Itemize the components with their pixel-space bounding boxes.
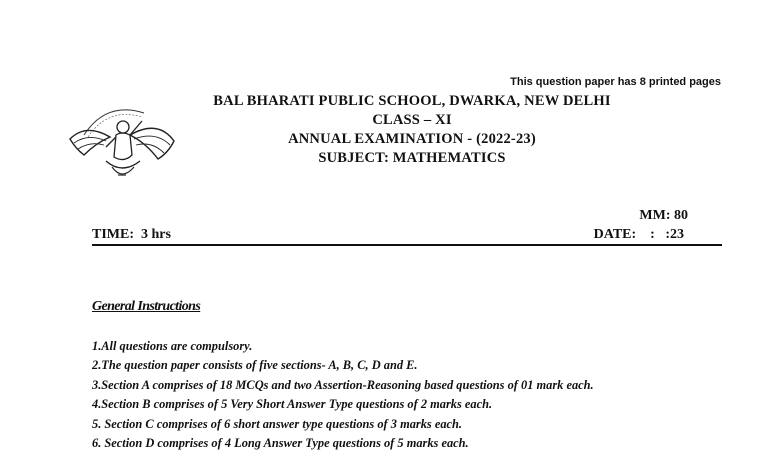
exam-time: TIME: 3 hrs <box>92 227 171 242</box>
header-divider <box>92 244 722 246</box>
exam-heading: ANNUAL EXAMINATION - (2022-23) <box>288 131 536 147</box>
instruction-item: 5. Section C comprises of 6 short answer type questions of 3 marks each. <box>92 416 463 431</box>
instruction-item: 4.Section B comprises of 5 Very Short Answer Type questions of 2 marks each. <box>92 397 493 412</box>
instruction-item: 1.All questions are compulsory. <box>92 339 253 353</box>
printed-pages-note: This question paper has 8 printed pages <box>510 76 721 88</box>
school-name: BAL BHARATI PUBLIC SCHOOL, DWARKA, NEW DELHI <box>213 93 611 109</box>
exam-date: DATE: : :23 <box>593 227 684 242</box>
instructions-title: General Instructions <box>92 299 201 314</box>
max-marks: MM: 80 <box>639 208 688 223</box>
instruction-item: 3.Section A comprises of 18 MCQs and two Assertion-Reasoning based questions of 01 mark each. <box>92 377 594 392</box>
instructions-list <box>92 337 594 453</box>
instruction-item: 6. Section D comprises of 4 Long Answer Type questions of 5 marks each. <box>92 436 469 451</box>
class-heading: CLASS – XI <box>372 112 452 128</box>
instruction-item: 2.The question paper consists of five sections- A, B, C, D and E. <box>92 358 418 373</box>
subject-heading: SUBJECT: MATHEMATICS <box>318 150 506 166</box>
